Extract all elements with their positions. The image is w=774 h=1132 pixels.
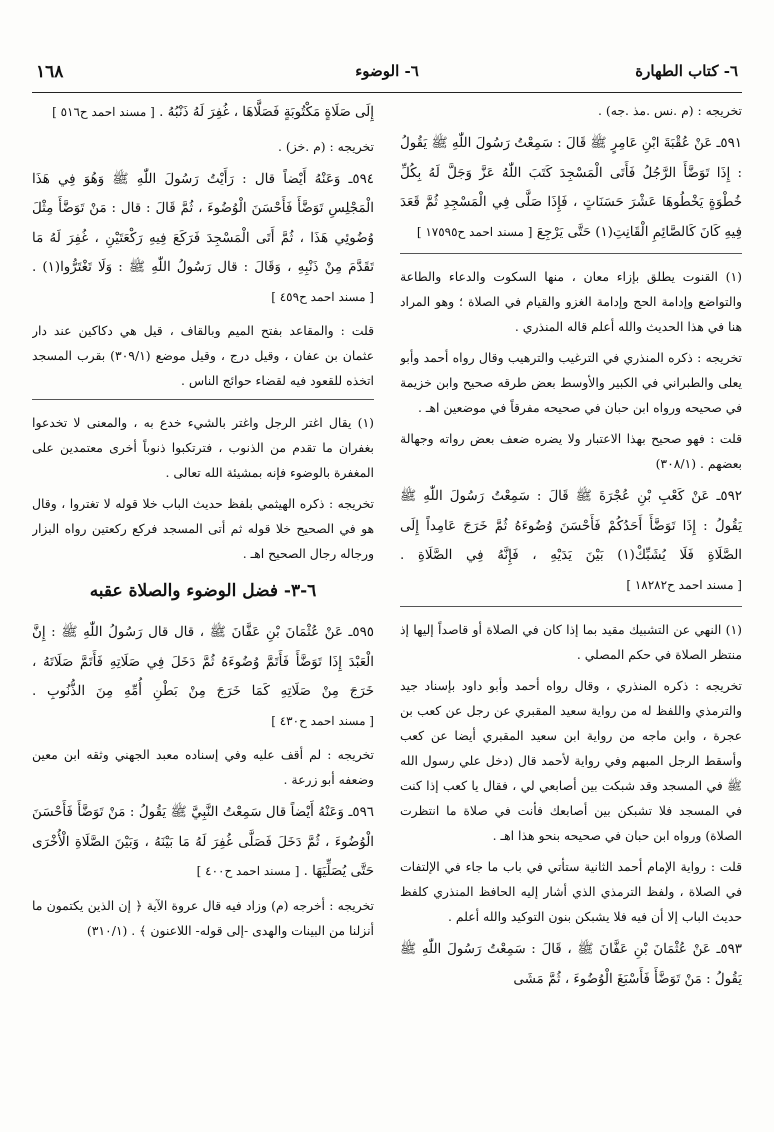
hadith-594-ref: [ مسند احمد ح٤٥٩ ] <box>271 289 374 304</box>
hadith-591 <box>400 129 742 247</box>
hadith-595-text: ٥٩٥ـ عَنْ عُثْمَانَ بْنِ عَفَّانَ ﷺ ، قال قال رَسُولُ اللّٰهِ ﷺ : إِنَّ الْعَبْدَ إِذَا تَوَضَّأَ فَأَتَمَّ وُضُوءَهُ ثُمَّ دَخَلَ فِي صَلَاتِهِ فَأَتَمَّ صَلَاتَهُ ، خَرَجَ مِنْ صَلَاتِهِ كَمَا خَرَجَ مِنْ بَطْنِ أُمِّهِ مِنَ الذُّنُوبِ . <box>32 625 374 699</box>
hadith-596 <box>32 798 374 887</box>
chapter-title: ٦- كتاب الطهارة <box>635 62 738 80</box>
hadith-595-ref: [ مسند احمد ح٤٣٠ ] <box>271 713 374 728</box>
right-column <box>400 98 742 1108</box>
hadith-594 <box>32 165 374 313</box>
takhrij-596: تخريجه : أخرجه (م) وزاد فيه قال عروة الآية ﴿ إن الذين يكتمون ما أنزلنا من البينات والهدى -إلى قوله- اللاعنون ﴾ . (٣١٠/١) <box>32 897 374 938</box>
section-heading: ٦-٣- فضل الوضوء والصلاة عقبه <box>89 581 317 601</box>
hadith-592-text: ٥٩٢ـ عَنْ كَعْبِ بْنِ عُجْرَةَ ﷺ قَالَ : سَمِعْتُ رَسُولَ اللّٰهِ ﷺ يَقُولُ : إِذَا تَوَضَّأَ أَحَدُكُمْ فَأَحْسَنَ وُضُوءَهُ ثُمَّ خَرَجَ عَامِداً إِلَى الصَّلَاةِ فَلَا يُشَبِّكْ(١) بَيْنَ يَدَيْهِ ، فَإِنَّهُ فِي الصَّلَاةِ . <box>400 489 742 563</box>
hadith-593-ref: [ مسند احمد ح٥١٦ ] <box>52 105 155 119</box>
page-number: ١٦٨ <box>36 62 64 82</box>
left-column <box>32 98 374 1108</box>
takhrij-594: تخريجه : ذكره الهيثمي بلفظ حديث الباب خلا قوله لا تغتروا ، وقال هو في الصحيح خلا قوله ثم أتى المسجد فركع ركعتين رواه البزار ورجاله رجال الصحيح اهـ . <box>32 496 374 561</box>
takhrij-592: تخريجه : ذكره المنذري ، وقال رواه أحمد وأبو داود بإسناد جيد والترمذي واللفظ له من رواية سعيد المقبري عن رجل عن كعب بن عجرة ، وابن ماجه من رواية ابن سعيد المقبري أيضا عن كعب وأسقط الرجل المبهم وفي رواية لأحمد قال (دخل علي رسول الله ﷺ في المسجد وقد شبكت بين أصابعي لي ، فقال يا كعب إذا كنت في المسجد فلا تشبكن بين أصابعك فأنت في صلاة ما انتظرت الصلاة) ورواه ابن حبان في صحيحه بنحو هذا اهـ . <box>400 678 742 843</box>
hadith-593-continued-text: إِلَى صَلَاةٍ مَكْتُوبَةٍ فَصَلَّاهَا ، غُفِرَ لَهُ ذَنْبُهُ . <box>159 105 374 120</box>
page-header <box>32 58 742 93</box>
hadith-591-text: ٥٩١ـ عَنْ عُقْبَةَ ابْنِ عَامِرٍ ﷺ قَالَ : سَمِعْتُ رَسُولَ اللّٰهِ ﷺ يَقُولُ : إِذَا تَوَضَّأَ الرَّجُلُ فَأَتَى الْمَسْجِدَ كَتَبَ اللّٰهُ عَزَّ وَجَلَّ لَهُ بِكُلِّ خُطْوَةٍ يَخْطُوهَا عَشْرَ حَسَنَاتٍ ، فَإِذَا صَلَّى فِي الْمَسْجِدِ ثُمَّ قَعَدَ فِيهِ كَانَ كَالصَّائِمِ الْقَانِتِ(١) حَتَّى يَرْجِعَ <box>400 136 742 240</box>
footnote-592: (١) النهي عن التشبيك مقيد بما إذا كان في الصلاة أو قاصداً إليها إذ منتظر الصلاة في حكم المصلي . <box>400 622 742 662</box>
hadith-591-ref: [ مسند احمد ح١٧٥٩٥ ] <box>416 224 533 239</box>
hadith-592 <box>400 482 742 600</box>
footnote-594: (١) يقال اغتر الرجل واغتر بالشيء خدع به ، والمعنى لا تخدعوا بغفران ما تقدم من الذنوب ، فترتكبوا ذنوباً أخرى معتمدين على المغفرة بالوضوء فإنه بمشيئة الله تعالى . <box>32 415 374 480</box>
footnote-rule <box>400 606 742 607</box>
hadith-593-continued <box>32 98 374 128</box>
hadith-594-text: ٥٩٤ـ وَعَنْهُ أَيْضاً قال : رَأَيْتُ رَسُولَ اللّٰهِ ﷺ وَهُوَ فِي هَذَا الْمَجْلِسِ تَوَضَّأَ فَأَحْسَنَ الْوُضُوءَ ، ثُمَّ قَالَ : قال : مَنْ تَوَضَّأَ مِثْلَ وُضُوئِي هَذَا ، ثُمَّ أَتَى الْمَسْجِدَ فَرَكَعَ فِيهِ رَكْعَتَيْنِ ، غُفِرَ لَهُ مَا تَقَدَّمَ مِنْ ذَنْبِهِ ، وَقَالَ : قال رَسُولُ اللّٰهِ ﷺ : وَلَا تَغْتَرُّوا(١) . <box>32 171 374 275</box>
hadith-596-text: ٥٩٦ـ وَعَنْهُ أَيْضاً قال سَمِعْتُ النَّبِيَّ ﷺ يَقُولُ : مَنْ تَوَضَّأَ فَأَحْسَنَ الْوُضُوءَ ، ثُمَّ دَخَلَ فَصَلَّى غُفِرَ لَهُ مَا بَيْنَهُ ، وَبَيْنَ الصَّلَاةِ الْأُخْرَى حَتَّى يُصَلِّيَهَا . <box>32 805 374 879</box>
qult-591: قلت : فهو صحيح بهذا الاعتبار ولا يضره ضعف بعض رواته وجهالة بعضهم . (٣٠٨/١) <box>400 431 742 471</box>
footnote-rule <box>400 253 742 254</box>
takhrij-top: تخريجه : (م .نس .مذ .جه) . <box>598 103 742 118</box>
qult-592: قلت : رواية الإمام أحمد الثانية ستأتي في باب ما جاء في الإلتفات في الصلاة ، ولفظ الترمذي الذي أشار إليه الحافظ المنذري كلفظ حديث الباب إلا أن فيه فلا يشبكن بنون التوكيد والله أعلم . <box>400 859 742 924</box>
hadith-592-ref: [ مسند احمد ح١٨٢٨٢ ] <box>626 577 742 592</box>
hadith-596-ref: [ مسند احمد ح٤٠٠ ] <box>196 864 300 878</box>
takhrij-593: تخريجه : (م .خز) . <box>277 138 374 154</box>
takhrij-595: تخريجه : لم أقف عليه وفي إسناده معبد الجهني وثقه ابن معين وضعفه أبو زرعة . <box>32 747 374 787</box>
footnote-rule <box>32 399 374 400</box>
section-title: ٦- الوضوء <box>355 62 419 80</box>
takhrij-591: تخريجه : ذكره المنذري في الترغيب والترهيب وقال رواه أحمد وأبو يعلى والطبراني في الكبير والأوسط بعض طرقه صحيح وابن خزيمة في صحيحه ورواه ابن حبان في صحيحه مفرقاً في موضعين اهـ . <box>400 350 742 415</box>
qult-594: قلت : والمقاعد بفتح الميم وبالقاف ، قيل هي دكاكين عند دار عثمان بن عفان ، وقيل درج ، وقيل موضع (٣٠٩/١) بقرب المسجد اتخذه للقعود فيه لقضاء حوائج الناس . <box>32 323 374 388</box>
hadith-593: ٥٩٣ـ عَنْ عُثْمَانَ بْنِ عَفَّانَ ﷺ ، قَالَ : سَمِعْتُ رَسُولَ اللّٰهِ ﷺ يَقُولُ : مَنْ تَوَضَّأَ فَأَسْبَغَ الْوُضُوءَ ، ثُمَّ مَشَى <box>400 942 742 987</box>
hadith-595 <box>32 618 374 736</box>
footnote-591: (١) القنوت يطلق بإزاء معان ، منها السكوت والدعاء والطاعة والتواضع وإدامة الحج وإدامة الغزو والقيام في الصلاة ؛ وهو المراد هنا في هذا الحديث والله أعلم قاله المنذري . <box>400 269 742 334</box>
